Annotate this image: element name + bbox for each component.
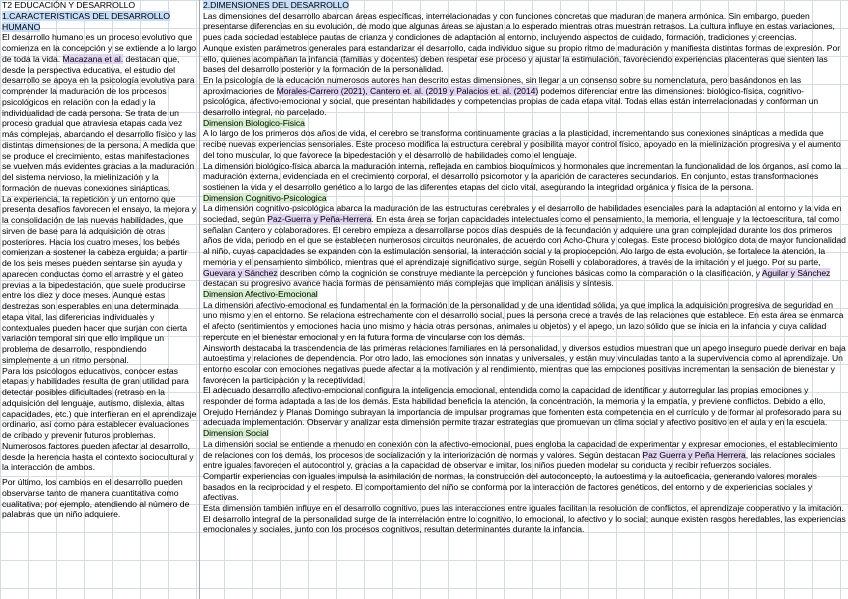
citation: Guevara y Sánchez bbox=[203, 267, 278, 278]
paragraph: Esta dimensión también influye en el desarrollo cognitivo, pues las interacciones entre iguales facilitan la resolución de conflictos, el aprendizaje cooperativo y la imitación. El desarrollo integral de la personalidad surge de la interrelación entre lo cognitivo, lo emocional, lo afectivo y lo social; aunque existen rasgos heredables, las experiencias emocionales y sociales, junto con los procesos cognitivos, resultan determinantes durante la infancia. bbox=[203, 503, 846, 535]
paragraph: La dimensión afectivo-emocional es fundamental en la formación de la personalidad y de una identidad sólida, ya que implica la adquisición progresiva de seguridad en uno mismo y en el entorno. Se relaciona estrechamente con el desarrollo social, pues la persona crece a través de las relaciones que establece. En esta área se enmarca el afecto (sentimientos y emociones hacia uno mismo y hacia otras personas, animales u objetos) y el apego, un lazo sólido que se inicia en la infancia y cuya calidad repercute en el bienestar emocional y en la futura forma de vincularse con los demás. bbox=[203, 299, 844, 342]
citation: Paz-Guerra y Peña-Herrera bbox=[267, 214, 372, 225]
citation: Aguilar y Sánchez bbox=[761, 267, 831, 278]
paragraph: La dimensión biológico-física abarca la maduración interna, reflejada en cambios bioquímicos y hormonales que incrementan la funcionalidad de los órganos, así como la maduración externa, evidenciada en el crecimiento corporal, el desarrollo psicomotor y la aparición de caracteres secundarios. En conjunto, estas transformaciones sostienen la vida y el desarrollo genético a lo largo de las diferentes etapas del ciclo vital, asegurando la integridad orgánica y física de la persona. bbox=[203, 160, 842, 192]
paragraph: La dimensión social se entiende a menudo en conexión con la afectivo-emocional, pues engloba la capacidad de experimentar y expresar emociones, el establecimiento de relaciones con los demás, los procesos de socialización y la interiorización de normas y valores. Según destacan Paz Guerra y Peña Herrera, las relaciones sociales entre iguales favorecen el autocontrol y, gracias a la capacidad de observar e imitar, los niños pueden modelar su conducta y recibir refuerzos sociales. bbox=[203, 438, 838, 471]
subsection-heading-cognitivo-psicologica: Dimension Cognitivo-Psicologica bbox=[203, 192, 327, 203]
column-divider bbox=[199, 0, 200, 599]
paragraph: A lo largo de los primeros dos años de vida, el cerebro se transforma continuamente gracias a la plasticidad, incrementando sus conexiones sinápticas a medida que recibe nuevas experiencias sensoriales. Este proceso modifica la estructura cerebral y posibilita mayor control físico, apoyado en la mielinización progresiva y el aumento del tono muscular, lo que favorece la bipedestación y el desarrollo de habilidades como el lenguaje. bbox=[203, 128, 841, 160]
paragraph: Por último, los cambios en el desarrollo pueden observarse tanto de manera cuantitativa como cualitativa; por ejemplo, atendiendo al número de palabras que un niño adquiere. bbox=[2, 477, 190, 520]
paragraph: La dimensión cognitivo-psicológica abarca la maduración de las estructuras cerebrales y el desarrollo de habilidades esenciales para la adaptación al entorno y la vida en sociedad, según Paz-Guerra y Peña-Herrera. En esta área se forjan capacidades intelectuales como el pensamiento, la memoria, el lenguaje y la lectoescritura, tal como señalan Cantero y colaboradores. El cerebro empieza a desarrollarse pocos días después de la fecundación y adquiere una gran complejidad durante los dos primeros años de vida, periodo en el que se establecen numerosos circuitos neuronales, de acuerdo con Acho-Chura y colegas. Este proceso biológico dota de mayor funcionalidad al niño, cuyas capacidades se expanden con la estimulación sensorial, la interacción social y la propiocepción. Alo largo de esta evolución, se fortalece la atención, la memoria y el pensamiento simbólico, mientras que el aprendizaje significativo surge, según Roselli y colaboradores, a través de la imitación y el juego. Por su parte, Guevara y Sánchez describen cómo la cognición se construye mediante la percepción y funciones básicas como la comparación o la clasificación, y Aguilar y Sánchez destacan su progresivo avance hacia formas de pensamiento más complejas que implican análisis y síntesis. bbox=[203, 203, 846, 289]
paragraph: Para los psicólogos educativos, conocer estas etapas y habilidades resulta de gran utilidad para detectar posibles dificultades (retraso en la adquisición del lenguaje, autismo, dislexia, altas capacidades, etc.) que interfieran en el aprendizaje ordinario, así como para establecer evaluaciones de cribado y prevenir futuros problemas. Numerosos factores pueden afectar al desarrollo, desde la herencia hasta el contexto sociocultural y la interacción de ambos. bbox=[2, 365, 197, 473]
right-column bbox=[203, 0, 846, 599]
subsection-heading-social: Dimension Social bbox=[203, 428, 269, 439]
paragraph: Aunque existen parámetros generales para estandarizar el desarrollo, cada individuo sigue su propio ritmo de maduración y manifiesta distintas formas de expresión. Por ello, quienes acompañan la infancia (familias y docentes) deben respetar ese proceso y ajustar la estimulación, favoreciendo experiencias placenteras que sienten las bases del desarrollo posterior y la formación de la personalidad. bbox=[203, 42, 841, 75]
left-column bbox=[2, 0, 197, 599]
citation: Paz Guerra y Peña Herrera bbox=[642, 449, 746, 460]
paragraph: Compartir experiencias con iguales impulsa la asimilación de normas, la construcción del autoconcepto, la autoestima y la autoeficacia, generando valores morales basados en la reciprocidad y el respeto. El comportamiento del niño se conforma por la interacción de factores genéticos, del entorno y de experiencias sociales y afectivas. bbox=[203, 470, 817, 503]
section-2-heading: 2.DIMENSIONES DEL DESARROLLO bbox=[203, 0, 349, 10]
section-1-heading: 1.CARACTERISTICAS DEL DESARROLLO HUMANO bbox=[2, 10, 171, 32]
unit-title: T2 EDUCACIÓN Y DESARROLLO bbox=[2, 0, 136, 10]
paragraph: Ainsworth destacaba la trascendencia de las primeras relaciones familiares en la personalidad, y diversos estudios muestran que un apego inseguro puede derivar en baja autoestima y relaciones de dependencia. Por otro lado, las emociones son innatas y universales, y están muy vinculadas tanto a la supervivencia como al aprendizaje. Un entorno escolar con emociones negativas puede afectar a la motivación y al rendimiento, mientras que las emociones positivas incrementan la sensación de bienestar y favorecen la participación y la receptividad. bbox=[203, 342, 846, 385]
paragraph: Las dimensiones del desarrollo abarcan áreas específicas, interrelacionadas y con funciones concretas que maduran de manera armónica. Sin embargo, pueden presentarse diferencias en su evolución, de modo que algunas áreas se ajustan a lo esperado mientras otras muestran retrasos. La cultura influye en estas variaciones, pues cada sociedad establece pautas de crianza y condiciones de adaptación al entorno, incluyendo aspectos de cuidado, formación, tradiciones y creencias. bbox=[203, 10, 835, 43]
paragraph: El desarrollo humano es un proceso evolutivo que comienza en la concepción y se extiende a lo largo de toda la vida. Macazana et al. destacan que, desde la perspectiva educativa, el estudio del desarrollo se apoya en la psicología evolutiva para comprender la maduración de los procesos psicológicos en relación con la edad y la individualidad de cada persona. Se trata de un proceso gradual que atraviesa etapas cada vez más complejas, abarcando el desarrollo físico y las distintas dimensiones de la persona. A medida que se produce el crecimiento, estas manifestaciones se vuelven más evidentes gracias a la maduración del sistema nervioso, la mielinización y la formación de nuevas conexiones sinápticas. bbox=[2, 32, 197, 193]
paragraph: En la psicología de la educación numerosos autores han descrito estas dimensiones, sin llegar a un consenso sobre su nomenclatura, pero basándonos en las aproximaciones de Morales-Carrero (2021), Cantero et. al. (2019 y Palacios et. al. (2014) podemos diferenciar entre las dimensiones: biológico-física, cognitivo-psicológica, afectivo-emocional y social, que presentan habilidades y competencias propias de cada etapa vital. Todas ellas están interrelacionadas y conforman un desarrollo integral, no parcelado. bbox=[203, 74, 819, 118]
citation: Macazana et al. bbox=[62, 53, 124, 64]
paragraph: La experiencia, la repetición y un entorno que presenta desafíos favorecen el ensayo, la mejora y la consolidación de las nuevas habilidades, que sirven de base para la adquisición de otras posteriores. Hacia los cuatro meses, los bebés comienzan a sostener la cabeza erguida; a partir de los seis meses pueden sentarse sin ayuda y aparecen conductas como el arrastre y el gateo previas a la bipedestación, que suele producirse entre los diez y doce meses. Aunque estas destrezas son esperables en una determinada etapa vital, las diferencias individuales y contextuales pueden hacer que surjan con cierta variación temporal sin que ello implique un problema de desarrollo, respondiendo simplemente a un ritmo personal. bbox=[2, 193, 197, 365]
subsection-heading-afectivo-emocional: Dimension Afectivo-Emocional bbox=[203, 288, 318, 299]
subsection-heading-biologico-fisica: Dimension Biologico-Fisica bbox=[203, 117, 305, 128]
citation: Morales-Carrero (2021), Cantero et. al. (2019 y Palacios et. al. (2014) bbox=[276, 85, 539, 96]
paragraph: El adecuado desarrollo afectivo-emocional configura la inteligencia emocional, entendida como la capacidad de identificar y autorregular las propias emociones y responder de forma adaptada a las de los demás. Esta habilidad beneficia la atención, la concentración, la memoria y la empatía, y previene conflictos. Debido a ello, Orejudo Hernández y Planas Domingo subrayan la importancia de impulsar programas que fomenten esta competencia en el currículo y de formar al profesorado para su adecuada implementación. Observar y analizar esta dimensión permite trazar estrategias que promuevan un clima social y afectivo positivo en el aula y en la escuela. bbox=[203, 385, 842, 428]
